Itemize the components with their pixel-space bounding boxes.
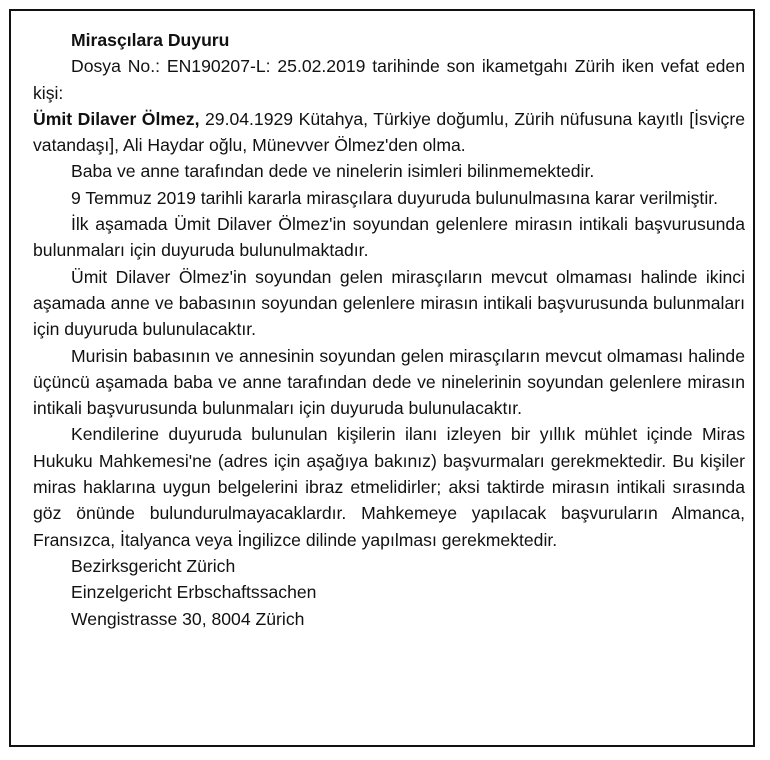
notice-title: Mirasçılara Duyuru	[71, 30, 230, 50]
paragraph-decision: 9 Temmuz 2019 tarihli kararla mirasçılara duyuruda bulunulmasına karar verilmiştir.	[71, 187, 718, 208]
deceased-details: 29.04.1929 Kütahya, Türkiye doğumlu, Zürih nüfusuna kayıtlı [İsviçre vatandaşı], Ali Haydar oğlu, Münevver Ölmez'den olma.	[33, 108, 745, 156]
address-street: Wengistrasse 30, 8004 Zürich	[71, 608, 305, 629]
file-number-line: Dosya No.: EN190207-L: 25.02.2019 tarihinde son ikametgahı Zürih iken vefat eden kişi:	[33, 56, 745, 103]
address-court: Bezirksgericht Zürich	[71, 555, 236, 576]
deceased-paragraph	[33, 106, 745, 159]
notice-border	[9, 9, 755, 747]
address-department: Einzelgericht Erbschaftssachen	[71, 582, 317, 603]
paragraph-application: Kendilerine duyuruda bulunulan kişilerin ilanı izleyen bir yıllık mühlet içinde Miras Hukuku Mahkemesi'ne (adres için aşağıya bakınız) başvurmaları gerekmektedir. Bu kişiler miras haklarına uygun belgelerini ibraz etmelidirler; aksi taktirde mirasın intikali sırasında göz önünde bulundurulmayacaklardır. Mahkemeye yapılacak başvuruların Almanca, Fransızca, İtalyanca veya İngilizce dilinde yapılması gerekmektedir.	[33, 424, 745, 550]
paragraph-grandparents: Baba ve anne tarafından dede ve ninelerin isimleri bilinmemektedir.	[71, 161, 595, 182]
paragraph-first-stage: İlk aşamada Ümit Dilaver Ölmez'in soyundan gelenlere mirasın intikali başvurusunda bulunmaları için duyuruda bulunulmaktadır.	[33, 214, 745, 261]
notice-body	[33, 27, 745, 632]
deceased-name: Ümit Dilaver Ölmez,	[33, 108, 200, 129]
paragraph-second-stage: Ümit Dilaver Ölmez'in soyundan gelen mirasçıların mevcut olmaması halinde ikinci aşamada anne ve babasının soyundan gelenlere mirasın intikali başvurusunda bulunmaları için duyuruda bulunulacaktır.	[33, 266, 745, 340]
paragraph-third-stage: Murisin babasının ve annesinin soyundan gelen mirasçıların mevcut olmaması halinde üçüncü aşamada baba ve anne tarafından dede ve ninelerinin soyundan gelenlere mirasın intikali başvurusunda bulunmaları için duyuruda bulunulacaktır.	[33, 345, 745, 419]
